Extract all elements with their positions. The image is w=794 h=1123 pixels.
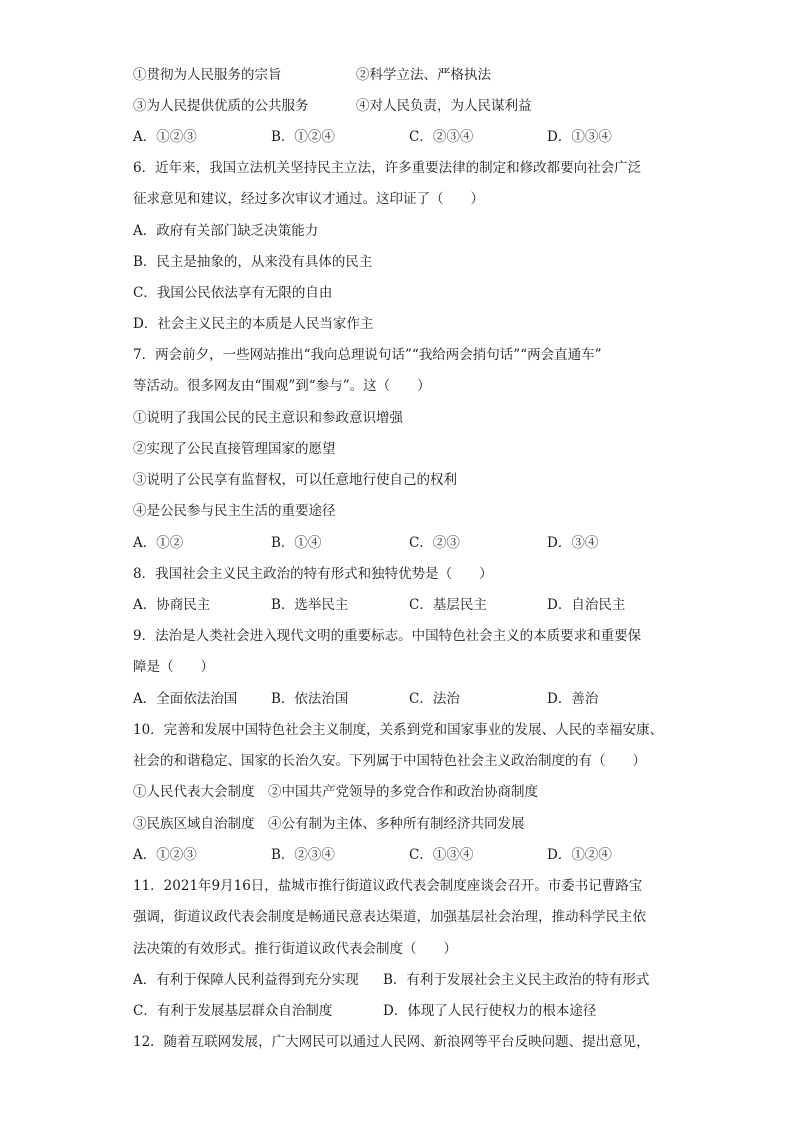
q11-option-a: A．有利于保障人民利益得到充分实现 (133, 972, 359, 988)
q9-option-d: D．善治 (547, 691, 599, 707)
q11-stem-line-2: 强调，街道议政代表会制度是畅通民意表达渠道，加强基层社会治理，推动科学民主依 (133, 909, 646, 925)
q8-option-d: D．自治民主 (547, 597, 626, 613)
q11-stem-line-3: 法决策的有效形式。推行街道议政代表会制度（ ） (133, 941, 457, 957)
q12-stem-line-1: 12．随着互联网发展，广大网民可以通过人民网、新浪网等平台反映问题、提出意见， (133, 1034, 650, 1050)
q10-option-d: D．①②④ (547, 847, 612, 863)
q7-option-d: D．③④ (547, 535, 599, 551)
q5-option-c: C．②③④ (409, 129, 474, 145)
q5-statement-2: ②科学立法、严格执法 (356, 67, 491, 83)
q7-statement-2: ②实现了公民直接管理国家的愿望 (133, 441, 336, 457)
q5-option-d: D．①③④ (547, 129, 612, 145)
q9-option-a: A．全面依法治国 (133, 691, 238, 707)
q7-option-b: B．①④ (271, 535, 322, 551)
q7-statement-4: ④是公民参与民主生活的重要途径 (133, 503, 336, 519)
q11-option-c: C．有利于发展基层群众自治制度 (133, 1003, 333, 1019)
q8-stem-line-1: 8．我国社会主义民主政治的特有形式和独特优势是（ ） (133, 566, 493, 582)
q7-stem-line-2: 等活动。很多网友由“围观”到“参与”。这（ ） (133, 378, 431, 394)
q5-statement-1: ①贯彻为人民服务的宗旨 (133, 67, 282, 83)
q10-stem-line-2: 社会的和谐稳定、国家的长治久安。下列属于中国特色社会主义政治制度的有（ ） (133, 753, 646, 769)
q5-statement-4: ④对人民负责，为人民谋利益 (356, 98, 532, 114)
q8-option-c: C．基层民主 (409, 597, 487, 613)
q7-statement-1: ①说明了我国公民的民主意识和参政意识增强 (133, 410, 403, 426)
q7-option-c: C．②③ (409, 535, 460, 551)
q8-option-b: B．选举民主 (271, 597, 349, 613)
q5-option-b: B．①②④ (271, 129, 335, 145)
q10-option-b: B．②③④ (271, 847, 335, 863)
q7-stem-line-1: 7．两会前夕，一些网站推出“我向总理说句话”“我给两会捎句话”“两会直通车” (133, 347, 602, 363)
q5-option-a: A．①②③ (133, 129, 197, 145)
q9-option-c: C．法治 (409, 691, 460, 707)
q9-stem-line-2: 障是（ ） (133, 659, 214, 675)
q6-stem-line-2: 征求意见和建议，经过多次审议才通过。这印证了（ ） (133, 191, 484, 207)
q8-option-a: A．协商民主 (133, 597, 211, 613)
q6-option-b: B．民主是抽象的，从来没有具体的民主 (133, 254, 373, 270)
q11-option-d: D．体现了人民行使权力的根本途径 (383, 1003, 597, 1019)
q7-option-a: A．①② (133, 535, 184, 551)
q10-statement-line-2: ③民族区域自治制度 ④公有制为主体、多种所有制经济共同发展 (133, 816, 525, 832)
q9-option-b: B．依法治国 (271, 691, 349, 707)
q11-stem-line-1: 11．2021年9月16日，盐城市推行街道议政代表会制度座谈会召开。市委书记曹路宝 (133, 878, 643, 894)
q10-option-a: A．①②③ (133, 847, 197, 863)
q6-option-c: C．我国公民依法享有无限的自由 (133, 285, 333, 301)
q10-stem-line-1: 10．完善和发展中国特色社会主义制度，关系到党和国家事业的发展、人民的幸福安康、 (133, 722, 664, 738)
q6-stem-line-1: 6．近年来，我国立法机关坚持民主立法，许多重要法律的制定和修改都要向社会广泛 (133, 160, 642, 176)
q10-statement-line-1: ①人民代表大会制度 ②中国共产党领导的多党合作和政治协商制度 (133, 784, 538, 800)
q7-statement-3: ③说明了公民享有监督权，可以任意地行使自己的权利 (133, 472, 457, 488)
q9-stem-line-1: 9．法治是人类社会进入现代文明的重要标志。中国特色社会主义的本质要求和重要保 (133, 628, 642, 644)
q5-statement-3: ③为人民提供优质的公共服务 (133, 98, 309, 114)
q6-option-d: D．社会主义民主的本质是人民当家作主 (133, 316, 374, 332)
q6-option-a: A．政府有关部门缺乏决策能力 (133, 223, 319, 239)
q10-option-c: C．①③④ (409, 847, 474, 863)
q11-option-b: B．有利于发展社会主义民主政治的特有形式 (383, 972, 650, 988)
